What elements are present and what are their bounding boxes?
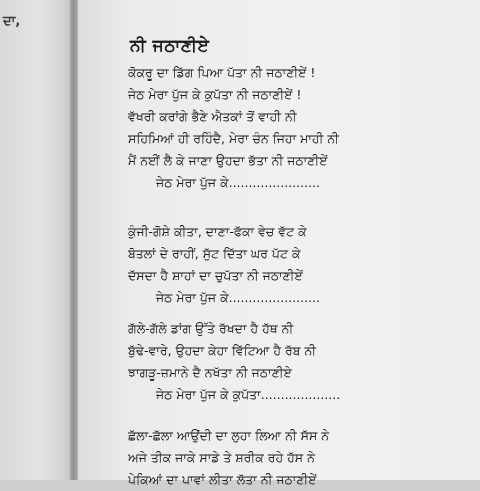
poem-line: ਦੱਸਦਾ ਹੈ ਸ਼ਾਹਾਂ ਦਾ ਚੁਪੱਤਾ ਨੀ ਜਠਾਣੀਏਂ	[128, 268, 303, 283]
poem-refrain: ਜੇਠ ਮੇਰਾ ਪੁੱਜ ਕੇ.......................	[156, 290, 320, 305]
poem-line: ਕੋਕਰੂ ਦਾ ਡਿੱਗ ਪਿਆ ਪੱਤਾ ਨੀ ਜਠਾਣੀਏਂ !	[128, 65, 316, 80]
poem-line: ਗੱਲੇ-ਗੱਲੇ ਡਾਂਗ ਉੱਤੇ ਰੱਖਦਾ ਹੈ ਹੱਥ ਨੀ	[128, 321, 294, 336]
poem-line: ਬੋਤਲਾਂ ਦੇ ਰਾਹੀਂ, ਸੁੱਟ ਦਿੱਤਾ ਘਰ ਪੱਟ ਕੇ	[128, 246, 301, 261]
book-page	[78, 0, 480, 487]
poem-line: ਪੇਕਿਆਂ ਦਾ ਪਾਵਾਂ ਲੀਤਾ ਲੱਤਾ ਨੀ ਜਠਾਣੀਏਂ	[128, 472, 317, 487]
poem-refrain: ਜੇਠ ਮੇਰਾ ਪੁੱਜ ਕੇ ਕੁਪੱਤਾ....................	[156, 387, 341, 402]
poem-line: ਕੁੰਜੀ-ਗੋਸ਼ੇ ਕੀਤਾ, ਦਾਣਾ-ਫੱਕਾ ਵੇਚ ਵੱਟ ਕੇ	[128, 224, 307, 239]
stanza-3	[128, 318, 340, 406]
poem-line: ਵੱਖਰੀ ਕਰਾਂਗੇ ਭੈਣੇ ਐਤਕਾਂ ਤੋਂ ਵਾਹੀ ਨੀ	[128, 109, 297, 124]
stanza-2	[128, 221, 320, 309]
poem-line: ਅਜੇ ਤੀਕ ਜਾਕੇ ਸਾਡੇ ਤੇ ਸ਼ਰੀਕ ਰਹੇ ਹੱਸ ਨੇ	[128, 450, 315, 465]
poem-line: ਸਹਿਮਿਆਂ ਹੀ ਰਹਿੰਦੈ, ਮੇਰਾ ਚੰਨ ਜਿਹਾ ਮਾਹੀ ਨੀ	[128, 131, 339, 146]
previous-page	[0, 0, 74, 480]
stanza-4	[128, 425, 329, 491]
poem-title: ਨੀ ਜਠਾਣੀਏ	[130, 36, 210, 56]
poem-line: ਛੱਲਾ-ਛੱਲਾ ਆਉਂਦੀ ਦਾ ਲੁਹਾ ਲਿਆ ਨੀ ਸੱਸ ਨੇ	[128, 428, 330, 443]
poem-line: ਝਾਗੜੂ-ਜ਼ਮਾਨੇ ਦੈ ਨਖੱਤਾ ਨੀ ਜਠਾਣੀਏ	[128, 365, 292, 380]
previous-page-text-fragment: ਦਾ,	[3, 14, 21, 29]
stanza-1	[128, 62, 339, 194]
poem-line: ਬੁੱਢੇ-ਵਾਰੇ, ਉਹਦਾ ਕੇਹਾ ਵਿੱਟਿਆ ਹੈ ਰੱਬ ਨੀ	[128, 343, 317, 358]
poem-line: ਜੇਠ ਮੇਰਾ ਪੁੱਜ ਕੇ ਕੁਪੱਤਾ ਨੀ ਜਠਾਣੀਏਂ !	[128, 87, 302, 102]
poem-refrain: ਜੇਠ ਮੇਰਾ ਪੁੱਜ ਕੇ.......................	[156, 175, 320, 190]
poem-line: ਮੈਂ ਨਈਂ ਲੈ ਕੇ ਜਾਣਾ ਉਹਦਾ ਭੱਤਾ ਨੀ ਜਠਾਣੀਏਂ	[128, 153, 328, 168]
